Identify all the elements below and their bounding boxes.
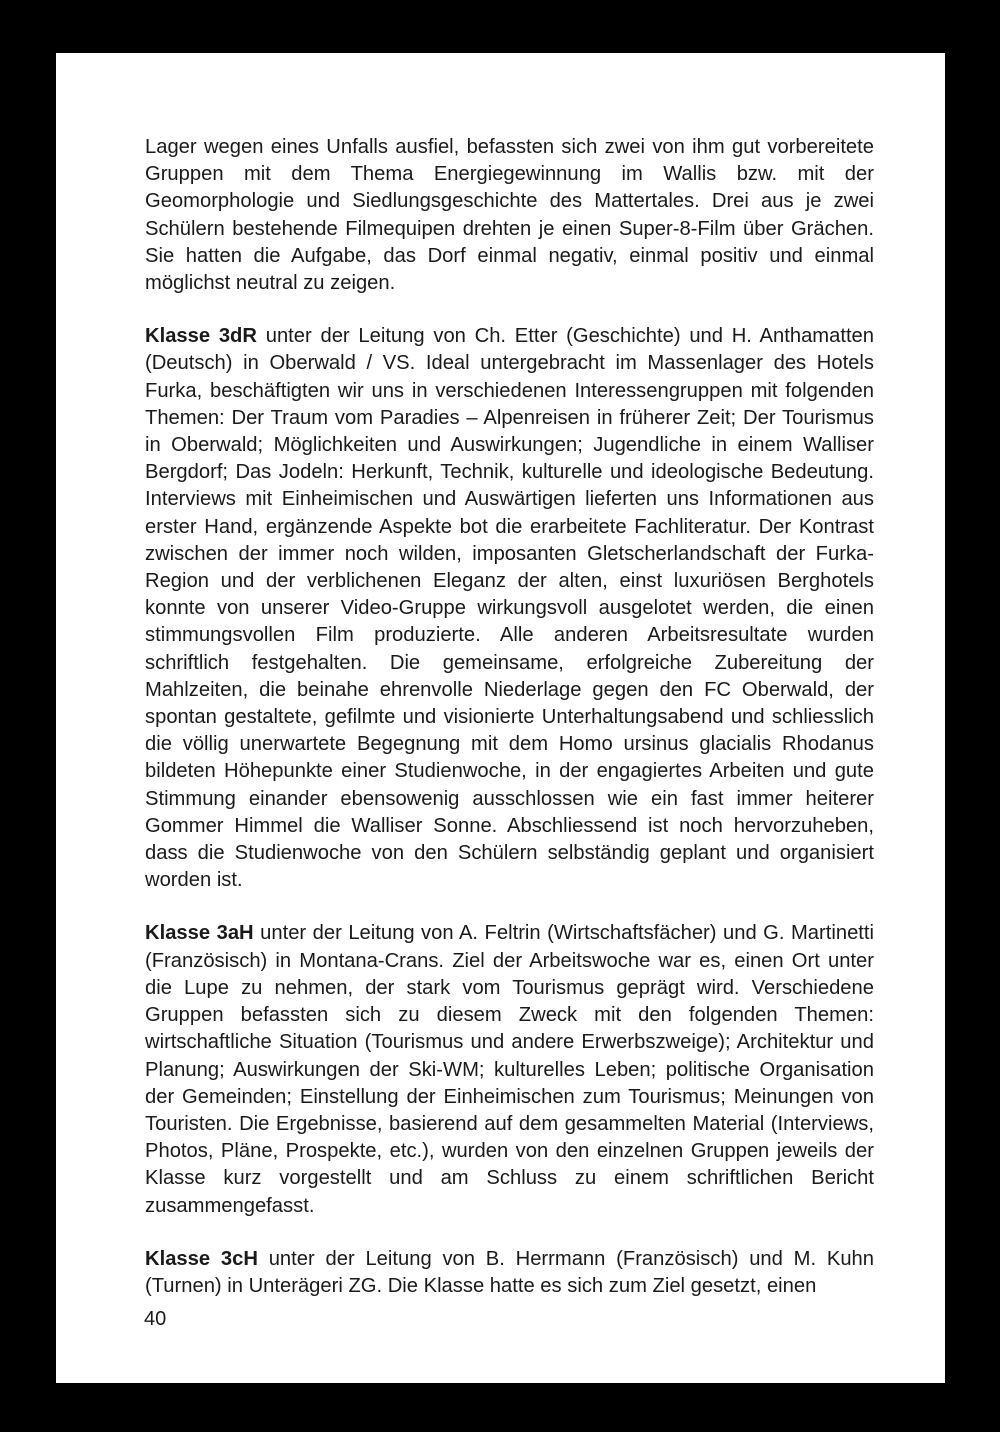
class-heading-3dr: Klasse 3dR	[145, 325, 257, 348]
paragraph-1	[145, 134, 874, 297]
paragraph-1-text: Lager wegen eines Unfalls ausfiel, befassten sich zwei von ihm gut vorbereitete Gruppen mit dem Thema Energiegewinnung im Wallis bzw. mit der Geomorphologie und Siedlungsgeschichte des Mattertales. Drei aus je zwei Schülern bestehende Filmequipen drehten je einen Super-8-Film über Grächen. Sie hatten die Aufgabe, das Dorf einmal negativ, einmal positiv und einmal möglichst neutral zu zeigen.	[145, 136, 874, 295]
class-heading-3ah: Klasse 3aH	[145, 922, 254, 945]
paragraph-klasse-3ah-text: unter der Leitung von A. Feltrin (Wirtschaftsfächer) und G. Martinetti (Französisch) in Montana-Crans. Ziel der Arbeitswoche war es, einen Ort unter die Lupe zu nehmen, der stark vom Tourismus geprägt wird. Verschiedene Gruppen befassten sich zu diesem Zweck mit den folgenden Themen: wirtschaftliche Situation (Tourismus und andere Erwerbszweige); Architektur und Planung; Auswirkungen der Ski-WM; kulturelles Leben; politische Organisation der Gemeinden; Einstellung der Einheimischen zum Tourismus; Meinungen von Touristen. Die Ergebnisse, basierend auf dem gesammelten Material (Interviews, Photos, Pläne, Prospekte, etc.), wurden von den einzelnen Gruppen jeweils der Klasse kurz vorgestellt und am Schluss zu einem schriftlichen Bericht zusammengefasst.	[145, 922, 874, 1217]
class-heading-3ch: Klasse 3cH	[145, 1247, 258, 1270]
paragraph-klasse-3ah	[145, 920, 874, 1219]
paragraph-klasse-3ch	[145, 1246, 874, 1300]
document-page	[56, 53, 945, 1383]
body-text	[145, 134, 874, 1300]
page-number: 40	[144, 1308, 167, 1330]
paragraph-klasse-3dr-text: unter der Leitung von Ch. Etter (Geschichte) und H. Anthamatten (Deutsch) in Oberwald / VS. Ideal untergebracht im Massenlager des Hotels Furka, beschäftigten wir uns in verschiedenen Interessengruppen mit folgenden Themen: Der Traum vom Paradies – Alpenreisen in früherer Zeit; Der Tourismus in Oberwald; Möglichkeiten und Auswirkungen; Jugendliche in einem Walliser Bergdorf; Das Jodeln: Herkunft, Technik, kulturelle und ideologische Bedeutung. Interviews mit Einheimischen und Auswärtigen lieferten uns Informationen aus erster Hand, ergänzende Aspekte bot die erarbeitete Fachliteratur. Der Kontrast zwischen der immer noch wilden, imposanten Gletscherlandschaft der Furka-Region und der verblichenen Eleganz der alten, einst luxuriösen Berghotels konnte von unserer Video-Gruppe wirkungsvoll ausgelotet werden, die einen stimmungsvollen Film produzierte. Alle anderen Arbeitsresultate wurden schriftlich festgehalten. Die gemeinsame, erfolgreiche Zubereitung der Mahlzeiten, die beinahe ehrenvolle Niederlage gegen den FC Oberwald, der spontan gestaltete, gefilmte und visionierte Unterhaltungsabend und schliesslich die völlig unerwartete Begegnung mit dem Homo ursinus glacialis Rhodanus bildeten Höhepunkte einer Studienwoche, in der engagiertes Arbeiten und gute Stimmung einander ebensowenig ausschlossen wie ein fast immer heiterer Gommer Himmel die Walliser Sonne. Abschliessend ist noch hervorzuheben, dass die Studienwoche von den Schülern selbständig geplant und organisiert worden ist.	[145, 325, 875, 892]
paragraph-klasse-3ch-text: unter der Leitung von B. Herrmann (Französisch) und M. Kuhn (Turnen) in Unterägeri ZG. Die Klasse hatte es sich zum Ziel gesetzt, einen	[145, 1247, 875, 1297]
paragraph-klasse-3dr	[145, 323, 874, 894]
